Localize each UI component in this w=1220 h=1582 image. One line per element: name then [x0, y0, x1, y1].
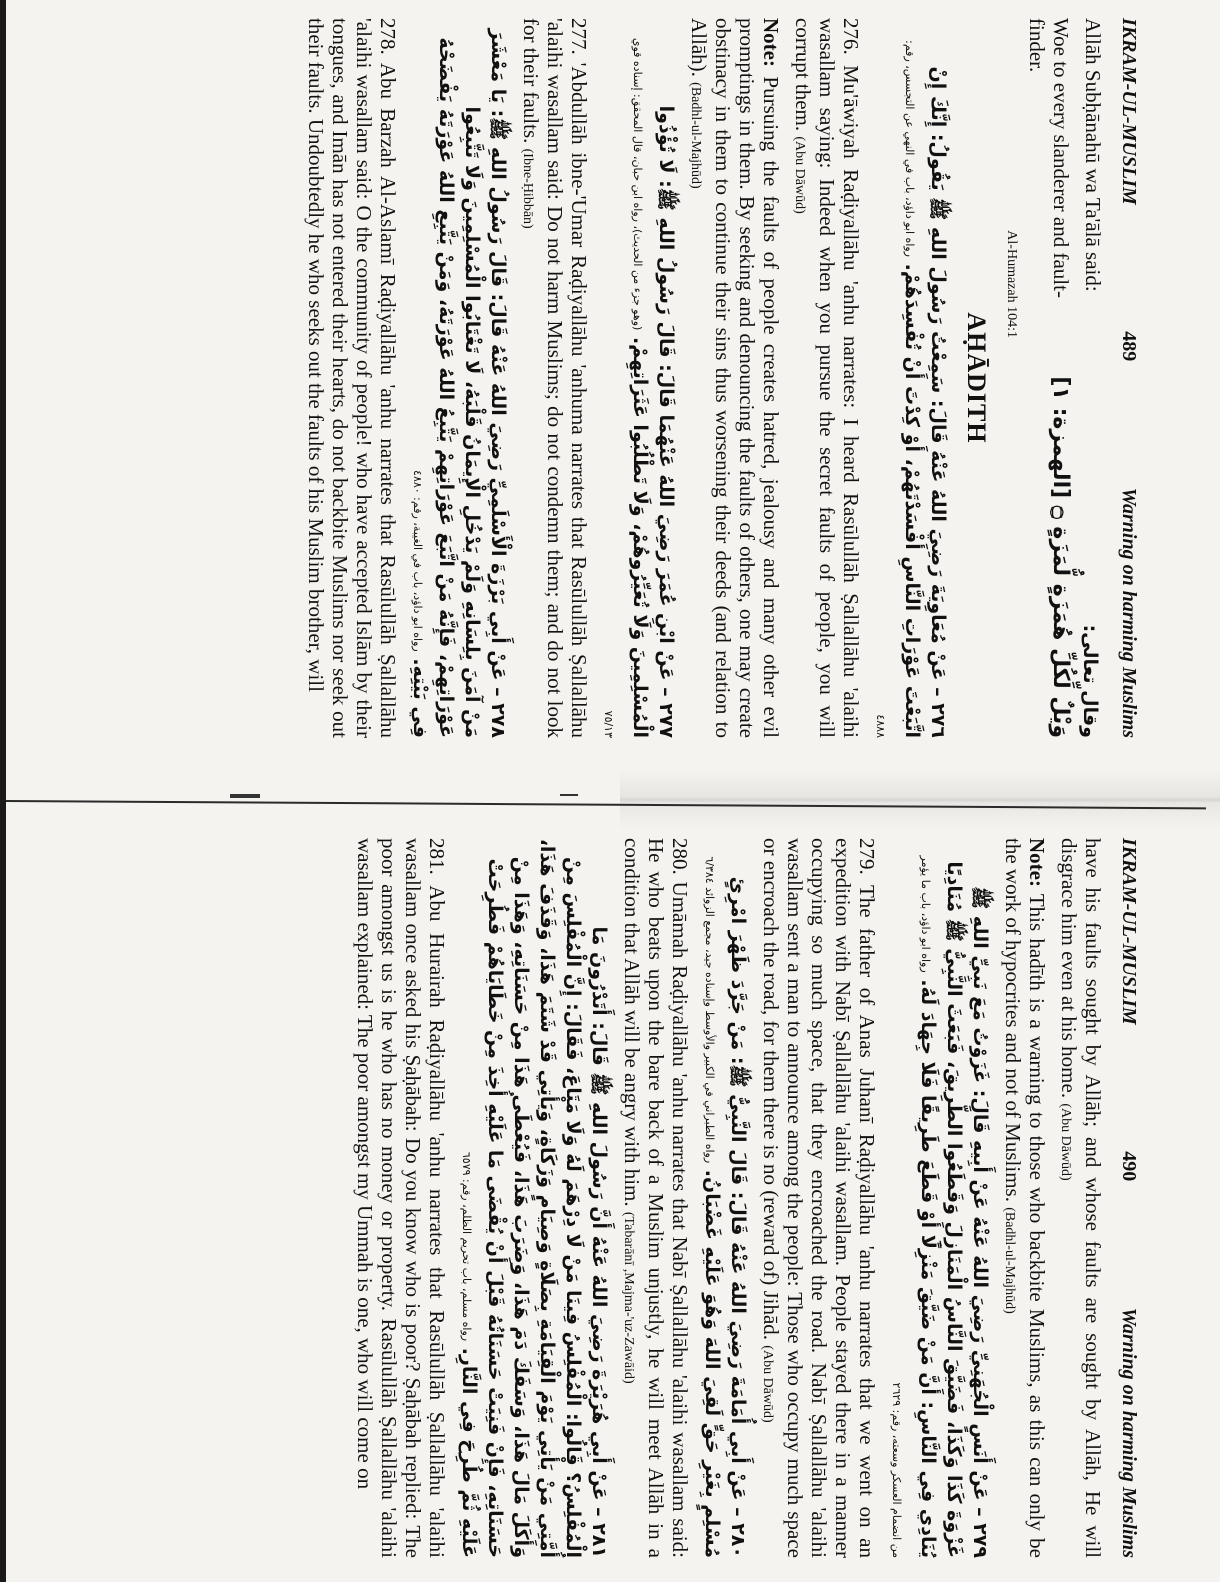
hadith-arabic: ٢٧٨ – عَنْ أَبِي بَرْزَةَ الْأَسْلَمِيِّ رَضِيَ اللهُ عَنْهُ قَالَ: قَالَ رَسُولُ اللهِ ﷺ: يَا مَعْشَرَ مَنْ آمَنَ بِلِسَانِهِ وَلَمْ يَدْخُلِ الْإِيمَانُ قَلْبَهُ، لَا تَغْتَابُوا الْمُسْلِمِينَ وَلَا تَتَّبِعُوا عَوْرَاتِهِمْ، فَإِنَّهُ مَنْ اتَّبَعَ عَوْرَاتِهِمْ يَتَّبِعُ اللهُ عَوْرَتَهُ، وَمَنْ يَتَّبِعِ اللهُ عَوْرَتَهُ يَفْضَحْهُ فِي بَيْتِهِ.: [409, 28, 509, 738]
hadith-277: [515, 18, 679, 738]
scan-mark: [560, 794, 578, 796]
intro-text: Allāh Subḥānahū wa Ta'ālā said:: [1081, 18, 1105, 292]
note-source: (Badhl-ul-Majhūd): [688, 82, 703, 189]
hadith-source: (Tabarānī ,Majma-'uz-Zawāid): [621, 1211, 636, 1384]
hadith-arabic: ٢٧٦ – عَنْ مُعَاوِيَةَ رَضِيَ اللهُ عَنْهُ قَالَ: سَمِعْتُ رَسُولَ اللهِ ﷺ يَقُولُ: إِنَّكَ إِنْ اتَّبَعْتَ عَوْرَاتِ النَّاسِ أَفْسَدْتَهُمْ، أَوْ كِدْتَ أَنْ تُفْسِدَهُمْ.: [901, 66, 949, 738]
note-label: Note:: [759, 18, 783, 67]
note: [997, 838, 1049, 1558]
intro-arabic: وقال تعالى:: [1079, 624, 1101, 738]
intro-row: [999, 18, 1105, 738]
header-chapter-title: Warning on harming Muslims: [1118, 1307, 1140, 1558]
hadith-text: 279. The father of Anas Juhanī Raḍiyallāhu 'anhu narrates that we went on an expedition with Nabī Ṣallallāhu 'alaihi wasallam. People stayed there in a manner occupying so much space, that they encroached the road. Nabī Ṣallallāhu 'alaihi wasallam sent a man to announce among the people: Those who occupy much space or encroach the road, for them there is no (reward of) Jihād.: [759, 838, 879, 1558]
hadith-280: [616, 838, 751, 1558]
note-text: Pursuing the faults of people creates hatred, jealousy and many other evil promptings in them. By seeking and denouncing the faults of others, one may create obstinacy in them to continue their sins thus worsening their deeds (and relation to Allāh).: [687, 18, 783, 739]
hadith-text: 281. Abu Hurairah Raḍiyallāhu 'anhu narrates that Rasūlullāh Ṣallallāhu 'alaihi wasallam once asked his Ṣaḥābah: Do you know who is poor? Ṣaḥābah replied: The poor amongst us is he who has no money or property. Rasūlullāh Ṣallallāhu 'alaihi wasallam explained: The poor amongst my Ummah is one, who will come on: [353, 838, 449, 1558]
hadith-arabic: ٢٨٠ – عَنْ أَبِي أُمَامَةَ رَضِيَ اللهُ عَنْهُ قَالَ: قَالَ النَّبِيُّ ﷺ: مَنْ جَرَّدَ ظَهْرَ امْرِئٍ مُسْلِمٍ بِغَيْرِ حَقٍّ لَقِيَ اللهَ وَهُوَ عَلَيْهِ غَضْبَانُ.: [701, 876, 749, 1558]
hadith-text: 276. Mu'āwiyah Raḍiyallāhu 'anhu narrates: I heard Rasūlullāh Ṣallallāhu 'alaihi wasallam saying: Indeed when you pursue the secret faults of people, you will corrupt them.: [791, 18, 863, 738]
hadith-arabic-reference: رواه ابو داؤد، باب في الغيبة، رقم: ٤٨٨٠: [411, 470, 424, 652]
hadith-source: (Abu Dāwūd): [1058, 1103, 1073, 1181]
verse-translation: Woe to every slanderer and fault-finder.: [1025, 18, 1073, 298]
hadith-arabic-reference: (وهو جزء من الحديث)، رواه ابن حبان، قال المحقق: إسناده قوي ٧٥/١٣: [602, 37, 644, 738]
hadith-arabic-reference: رواه الطبراني في الكبير والأوسط وإسناده جيد، مجمع الزوائد ٦/٣٨٤: [703, 856, 716, 1164]
page-number: 490: [1118, 1151, 1140, 1182]
header-book-title: IKRAM-UL-MUSLIM: [1118, 18, 1140, 205]
page-header: [1117, 838, 1140, 1558]
header-chapter-title: Warning on harming Muslims: [1118, 487, 1140, 738]
hadith-text: 278. Abu Barzah Al-Aslamī Raḍiyallāhu 'anhu narrates that Rasūlullāh Ṣallallāhu 'alaihi wasallam said: O the community of people! who have accepted Islām by their tongues, and Imān has not entered their hearts, do not backbite Muslims nor seek out their faults. Undoubtedly he who seeks out the faults of his Muslim brother, will: [304, 18, 400, 738]
note-label: Note:: [1025, 838, 1049, 887]
verse-reference: Al-Humazah 104:1: [1004, 230, 1019, 338]
continuation-text: have his faults sought by Allāh; and whose faults are sought by Allāh, He will disgrace him even at his home.: [1057, 838, 1105, 1558]
scan-left-edge: [0, 0, 6, 1582]
book-page-490: [60, 838, 1140, 1558]
note-source: (Badhl-ul-Majhūd): [1002, 1207, 1017, 1314]
hadith-279: [755, 838, 993, 1558]
book-page-489: [60, 18, 1140, 738]
section-title: AḤĀDITH: [962, 312, 991, 444]
verse-arabic: وَيْلٌ لِّكُلِّ هُمَزَةٍ لُّمَزَةٍ ۝ [الهمزة: ١]: [1048, 376, 1073, 738]
page-header: [1117, 18, 1140, 738]
scan-mark: [230, 794, 260, 798]
hadith-arabic-reference: رواه ابو داؤد، باب في النهي عن التجسس، رقم: ٤٨٨٨: [874, 40, 916, 738]
hadith-source: (Abu Dāwūd): [760, 1345, 775, 1423]
hadith-arabic: ٢٧٧ – عَنْ ابْنِ عُمَرَ رَضِيَ اللهُ عَنْهُمَا قَالَ: قَالَ رَسُولُ اللهِ ﷺ: لَا تُؤْذُوا الْمُسْلِمِينَ وَلَا تُعَيِّرُوهُمْ، وَلَا تَطْلُبُوا عَثَرَاتِهِمْ.: [629, 105, 677, 738]
hadith-arabic: ٢٨١ – عَنْ أَبِي هُرَيْرَةَ رَضِيَ اللهُ عَنْهُ أَنَّ رَسُولَ اللهِ ﷺ قَالَ: أَتَدْرُونَ مَا الْمُفْلِسُ؟ قَالُوا: الْمُفْلِسُ فِينَا مَنْ لَا دِرْهَمَ لَهُ وَلَا مَتَاعَ، فَقَالَ: إِنَّ الْمُفْلِسَ مِنْ أُمَّتِي مَنْ يَأْتِي يَوْمَ الْقِيَامَةِ بِصَلَاةٍ وَصِيَامٍ وَزَكَاةٍ، وَيَأْتِي قَدْ شَتَمَ هَذَا، وَقَذَفَ هَذَا، وَأَكَلَ مَالَ هَذَا، وَسَفَكَ دَمَ هَذَا، وَضَرَبَ هَذَا، فَيُعْطَى هَذَا مِنْ حَسَنَاتِهِ، وَهَذَا مِنْ حَسَنَاتِهِ، فَإِنْ فَنِيَتْ حَسَنَاتُهُ قَبْلَ أَنْ يُقْضَى مَا عَلَيْهِ أُخِذَ مِنْ خَطَايَاهُمْ فَطُرِحَتْ عَلَيْهِ ثُمَّ طُرِحَ فِي النَّارِ.: [458, 838, 610, 1558]
hadith-arabic-reference: رواه ابو داؤد، باب ما يؤمر من انضمام العسكر وسعته، رقم: ٢٦٢٩: [890, 855, 932, 1558]
hadith-276: [683, 18, 951, 738]
note-text: This hadīth is a warning to those who backbite Muslims, as this can only be the work of hypocrites and not of Muslims.: [1001, 838, 1049, 1558]
hadith-text: 277. 'Abdullāh ibne-'Umar Raḍiyallāhu 'anhuma narrates that Rasūlullāh Ṣallallāhu 'alaihi wasallam said: Do not harm Muslims; do not condemn them; and do not look for their faults.: [519, 18, 591, 738]
hadith-source: (Ibne-Ḥibbān): [520, 148, 535, 229]
intro-english: [999, 18, 1105, 338]
intro-arabic-block: [1043, 358, 1105, 738]
hadith-arabic-reference: رواه مسلم، باب تحريم الظلم، رقم: ٦٥٧٩: [460, 1151, 473, 1342]
book-spine-shadow: [620, 770, 1220, 830]
header-book-title: IKRAM-UL-MUSLIM: [1118, 838, 1140, 1025]
hadith-281: [353, 838, 612, 1558]
page-number: 489: [1118, 331, 1140, 362]
hadith-278: [304, 18, 511, 738]
note: [683, 18, 783, 738]
hadith-text: 280. Umāmah Raḍiyallāhu 'anhu narrates that Nabī Ṣallallāhu 'alaihi wasallam said: He who beats upon the bare back of a Muslim unjustly, he will meet Allāh in a condition that Allāh will be angry with him.: [620, 838, 692, 1558]
hadith-source: (Abu Dāwūd): [792, 136, 807, 214]
hadith-arabic: ٢٧٩ – عَنْ أَنَسٍ الْجُهَنِيِّ رَضِيَ اللهُ عَنْهُ عَنْ أَبِيهِ قَالَ: غَزَوْتُ مَعَ نَبِيِّ اللهِ ﷺ غَزْوَةَ كَذَا وَكَذَا، فَضَيَّقَ النَّاسُ الْمَنَازِلَ وَقَطَعُوا الطَّرِيقَ، فَبَعَثَ النَّبِيُّ ﷺ مُنَادِيًا يُنَادِي فِي النَّاسِ: أَنَّ مَنْ ضَيَّقَ مَنْزِلًا أَوْ قَطَعَ طَرِيقًا فَلَا جِهَادَ لَهُ.: [917, 861, 991, 1558]
